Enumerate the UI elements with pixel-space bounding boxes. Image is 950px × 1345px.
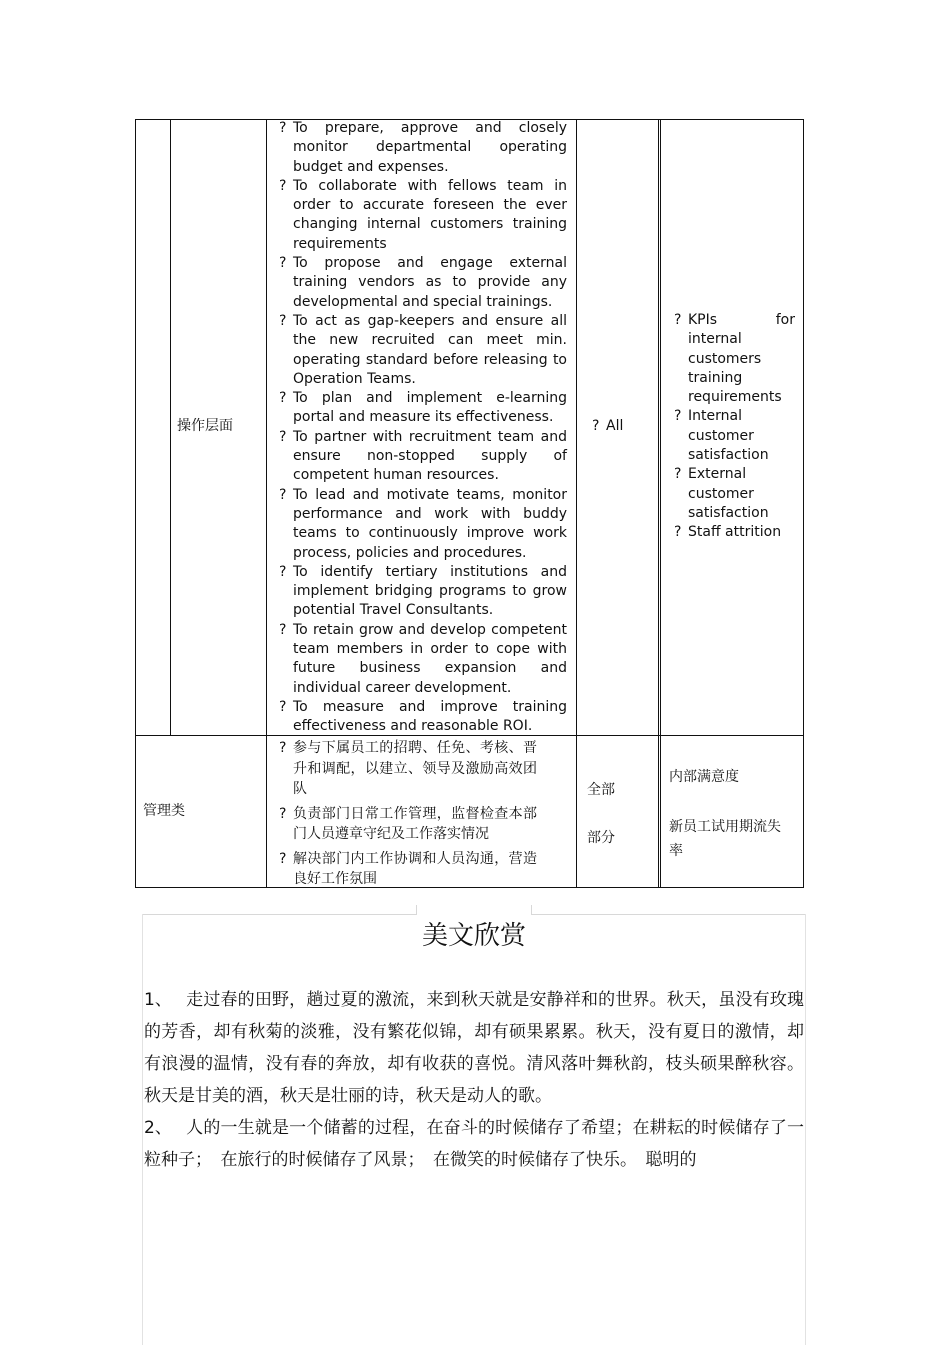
list-item: ? To plan and implement e-learning portal and measure its effectiveness.	[279, 389, 567, 428]
frame-line	[142, 914, 416, 915]
mgmt-responsibilities-cell	[279, 738, 537, 894]
list-item: ? 参与下属员工的招聘、任免、考核、晋升和调配，以建立、领导及激励高效团队	[279, 738, 537, 800]
list-item: ? To partner with recruitment team and ensure non-stopped supply of competent human resources.	[279, 428, 567, 486]
table-col-divider	[576, 119, 577, 888]
mgmt-responsibilities-list	[279, 738, 537, 890]
kpi-probation-attrition: 新员工试用期流失率	[669, 819, 781, 859]
level-cell: 操作层面	[177, 418, 233, 434]
authority-value: ? All	[592, 417, 623, 436]
list-item: ? Internal customer satisfaction	[674, 407, 795, 465]
authority-cell	[592, 417, 623, 436]
list-item: ? To measure and improve training effectiveness and reasonable ROI.	[279, 698, 567, 737]
frame-line	[416, 905, 417, 915]
mgmt-kpi-cell	[669, 765, 789, 863]
paragraph-number: 2、	[144, 1118, 172, 1138]
frame-line	[805, 914, 806, 1345]
frame-line	[532, 914, 806, 915]
mgmt-authority-cell	[587, 778, 615, 850]
table-col-divider	[170, 119, 171, 735]
responsibilities-cell	[279, 119, 567, 737]
kpi-list	[674, 311, 795, 543]
frame-line	[142, 914, 143, 1345]
list-item: ? KPIs for internal customers training requirements	[674, 311, 795, 407]
article-body	[144, 984, 804, 1176]
article-title: 美文欣赏	[421, 921, 526, 951]
list-item: ? External customer satisfaction	[674, 465, 795, 523]
list-item: ? To prepare, approve and closely monitor departmental operating budget and expenses.	[279, 119, 567, 177]
article-paragraph	[144, 984, 804, 1112]
category-cell: 管理类	[143, 803, 185, 819]
list-item: ? To identify tertiary institutions and implement bridging programs to grow potential Travel Consultants.	[279, 563, 567, 621]
authority-partial: 部分	[587, 830, 615, 846]
authority-full: 全部	[587, 782, 615, 798]
article-paragraph	[144, 1112, 804, 1176]
responsibilities-list	[279, 119, 567, 737]
list-item: ? To collaborate with fellows team in order to accurate foreseen the ever changing internal customers training requirements	[279, 177, 567, 254]
table-col-divider	[660, 119, 661, 888]
table-col-divider	[266, 119, 267, 888]
list-item: ? 解决部门内工作协调和人员沟通，营造良好工作氛围	[279, 849, 537, 890]
frame-line	[531, 905, 532, 915]
kpi-cell	[674, 311, 795, 543]
table-col-divider	[658, 119, 659, 888]
kpi-internal-satisfaction: 内部满意度	[669, 769, 739, 785]
list-item: ? 负责部门日常工作管理，监督检查本部门人员遵章守纪及工作落实情况	[279, 804, 537, 845]
list-item: ? Staff attrition	[674, 523, 795, 542]
paragraph-number: 1、	[144, 990, 172, 1010]
list-item: ? To retain grow and develop competent team members in order to cope with future business expansion and individual career development.	[279, 621, 567, 698]
paragraph-text: 走过春的田野，趟过夏的激流，来到秋天就是安静祥和的世界。秋天，虽没有玫瑰的芳香，却有秋菊的淡雅，没有繁花似锦，却有硕果累累。秋天，没有夏日的激情，却有浪漫的温情，没有春的奔放，却有收获的喜悦。清风落叶舞秋韵，枝头硕果醉秋容。秋天是甘美的酒，秋天是壮丽的诗，秋天是动人的歌。	[144, 990, 804, 1106]
list-item: ? To lead and motivate teams, monitor performance and work with buddy teams to continuously improve work process, policies and procedures.	[279, 486, 567, 563]
list-item: ? To act as gap-keepers and ensure all the new recruited can meet min. operating standard before releasing to Operation Teams.	[279, 312, 567, 389]
paragraph-text: 人的一生就是一个储蓄的过程，在奋斗的时候储存了希望；在耕耘的时候储存了一粒种子； 在旅行的时候储存了风景； 在微笑的时候储存了快乐。 聪明的	[144, 1118, 804, 1170]
list-item: ? To propose and engage external training vendors as to provide any developmental and special trainings.	[279, 254, 567, 312]
